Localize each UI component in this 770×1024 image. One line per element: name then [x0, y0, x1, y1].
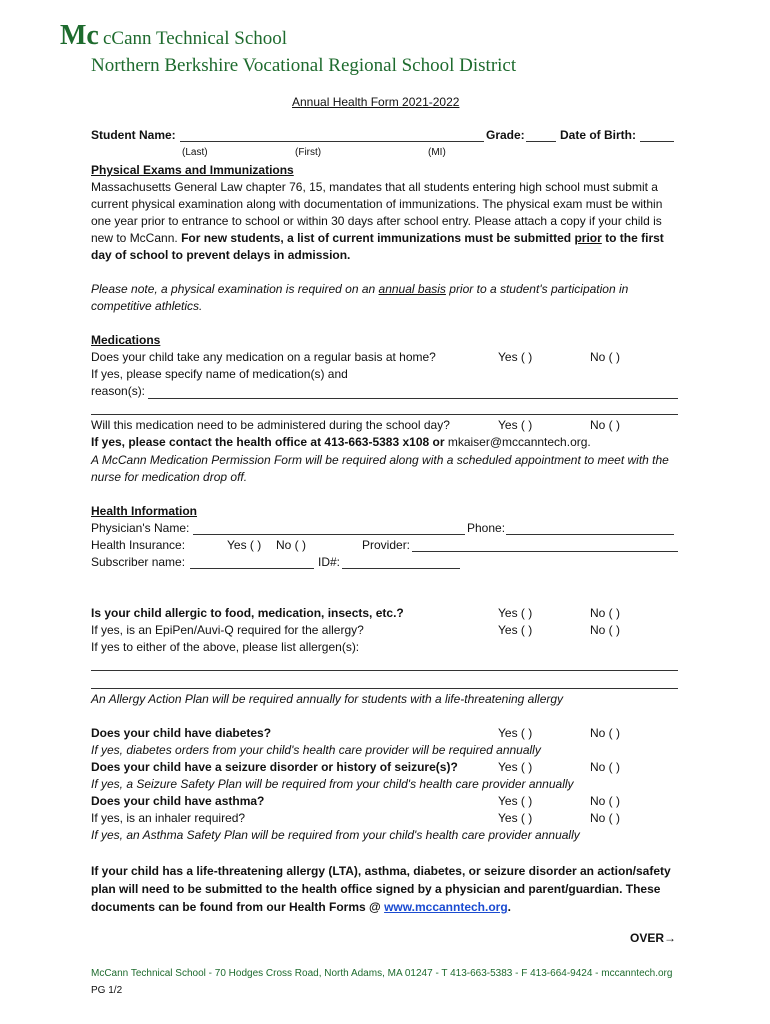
allergy-yes[interactable]: Yes ( ): [498, 606, 533, 620]
insurance-yes[interactable]: Yes ( ): [227, 538, 262, 552]
seizure-yes[interactable]: Yes ( ): [498, 760, 533, 774]
seizure-no[interactable]: No ( ): [590, 760, 620, 774]
allergy-question: Is your child allergic to food, medication, insects, etc.?: [91, 606, 404, 620]
medication-question: Does your child take any medication on a regular basis at home?: [91, 350, 436, 364]
student-name-label: Student Name:: [91, 128, 176, 142]
grade-field[interactable]: [526, 128, 556, 142]
logo-letters: Mc: [60, 20, 99, 48]
school-day-yes[interactable]: Yes ( ): [498, 418, 533, 432]
sublabel-last: (Last): [182, 147, 208, 158]
subscriber-field[interactable]: [190, 555, 314, 569]
athletics-note-underline: annual basis: [378, 282, 446, 296]
inhaler-no[interactable]: No ( ): [590, 811, 620, 825]
allergen-field-line-1[interactable]: [91, 670, 678, 671]
contact-bold: If yes, please contact the health office at 413-663-5383 x108 or: [91, 435, 445, 449]
over-indicator: OVER→: [630, 931, 677, 945]
contact-email[interactable]: mkaiser@mccanntech.org.: [447, 435, 591, 449]
seizure-question: Does your child have a seizure disorder or history of seizure(s)?: [91, 760, 458, 774]
footer-address: McCann Technical School - 70 Hodges Cross Road, North Adams, MA 01247 - T 413-663-5383 - F 413-664-9424 - mccanntech.org: [91, 968, 673, 979]
reason-label: reason(s):: [91, 384, 146, 398]
medication-yes[interactable]: Yes ( ): [498, 350, 533, 364]
medication-no[interactable]: No ( ): [590, 350, 620, 364]
insurance-no[interactable]: No ( ): [276, 538, 306, 552]
closing-text: If your child has a life-threatening allergy (LTA), asthma, diabetes, or seizure disorder an action/safety plan will need to be submitted to the health office signed by a physician and parent/guardian. These documents can be found from our Health Forms @: [91, 864, 671, 914]
subscriber-label: Subscriber name:: [91, 555, 186, 569]
district-name: Northern Berkshire Vocational Regional School District: [91, 55, 517, 76]
form-title: Annual Health Form 2021-2022: [292, 95, 460, 109]
physical-heading: Physical Exams and Immunizations: [91, 163, 294, 177]
inhaler-yes[interactable]: Yes ( ): [498, 811, 533, 825]
health-info-heading: Health Information: [91, 504, 198, 518]
asthma-note: If yes, an Asthma Safety Plan will be required from your child's health care provider annually: [91, 828, 580, 842]
physician-label: Physician's Name:: [91, 521, 190, 535]
insurance-label: Health Insurance:: [91, 538, 186, 552]
medications-heading: Medications: [91, 333, 161, 347]
phone-field[interactable]: [506, 521, 674, 535]
page-number: PG 1/2: [91, 985, 123, 996]
diabetes-no[interactable]: No ( ): [590, 726, 620, 740]
physical-paragraph: [91, 179, 681, 264]
id-label: ID#:: [318, 555, 341, 569]
athletics-note-b: prior to a student's participation in competitive athletics.: [91, 282, 629, 313]
health-forms-link[interactable]: www.mccanntech.org: [384, 900, 508, 914]
allergy-action-note: An Allergy Action Plan will be required annually for students with a life-threatening allergy: [91, 692, 564, 706]
dob-field[interactable]: [640, 128, 674, 142]
athletics-note-a: Please note, a physical examination is required on an: [91, 282, 376, 296]
grade-label: Grade:: [486, 128, 525, 142]
school-day-question: Will this medication need to be administered during the school day?: [91, 418, 450, 432]
epipen-no[interactable]: No ( ): [590, 623, 620, 637]
asthma-question: Does your child have asthma?: [91, 794, 265, 808]
school-day-no[interactable]: No ( ): [590, 418, 620, 432]
reason-field-line-2[interactable]: [91, 414, 678, 415]
allergen-field-line-2[interactable]: [91, 688, 678, 689]
contact-line: [91, 435, 591, 449]
closing-period: .: [507, 900, 512, 914]
allergy-no[interactable]: No ( ): [590, 606, 620, 620]
school-name: cCann Technical School: [103, 28, 288, 49]
logo-mark-icon: [60, 20, 104, 48]
asthma-no[interactable]: No ( ): [590, 794, 620, 808]
student-name-field[interactable]: [180, 128, 484, 142]
asthma-yes[interactable]: Yes ( ): [498, 794, 533, 808]
provider-field[interactable]: [412, 538, 678, 552]
epipen-yes[interactable]: Yes ( ): [498, 623, 533, 637]
physical-bold-a: For new students, a list of current immunizations must be submitted: [181, 231, 572, 245]
inhaler-question: If yes, is an inhaler required?: [91, 811, 246, 825]
dob-label: Date of Birth:: [560, 128, 636, 142]
athletics-note: [91, 281, 681, 315]
sublabel-mi: (MI): [428, 147, 446, 158]
diabetes-yes[interactable]: Yes ( ): [498, 726, 533, 740]
seizure-note: If yes, a Seizure Safety Plan will be required from your child's health care provider annually: [91, 777, 574, 791]
reason-field-line-1[interactable]: [148, 398, 678, 399]
physical-body: Massachusetts General Law chapter 76, 15, mandates that all students entering high school must submit a current physical examination along with documentation of immunizations. The physical exam must be within one year prior to entrance to school or within 30 days after school entry. Please attach a copy if your child is new to McCann.: [91, 180, 663, 245]
epipen-question: If yes, is an EpiPen/Auvi-Q required for the allergy?: [91, 623, 364, 637]
medication-name-label: If yes, please specify name of medication(s) and: [91, 367, 348, 381]
physical-bold-b: to the first day of school to prevent delays in admission.: [91, 231, 664, 262]
medication-permission-note: A McCann Medication Permission Form will be required along with a scheduled appointment to meet with the nurse for medication drop off.: [91, 453, 669, 484]
physician-field[interactable]: [193, 521, 465, 535]
allergen-list-label: If yes to either of the above, please list allergen(s):: [91, 640, 360, 654]
diabetes-question: Does your child have diabetes?: [91, 726, 272, 740]
id-field[interactable]: [342, 555, 460, 569]
diabetes-note: If yes, diabetes orders from your child's health care provider will be required annually: [91, 743, 541, 757]
closing-paragraph: [91, 862, 681, 916]
provider-label: Provider:: [362, 538, 411, 552]
school-logo: [60, 20, 100, 48]
physical-bold-prior: prior: [574, 231, 602, 245]
sublabel-first: (First): [295, 147, 322, 158]
phone-label: Phone:: [467, 521, 506, 535]
